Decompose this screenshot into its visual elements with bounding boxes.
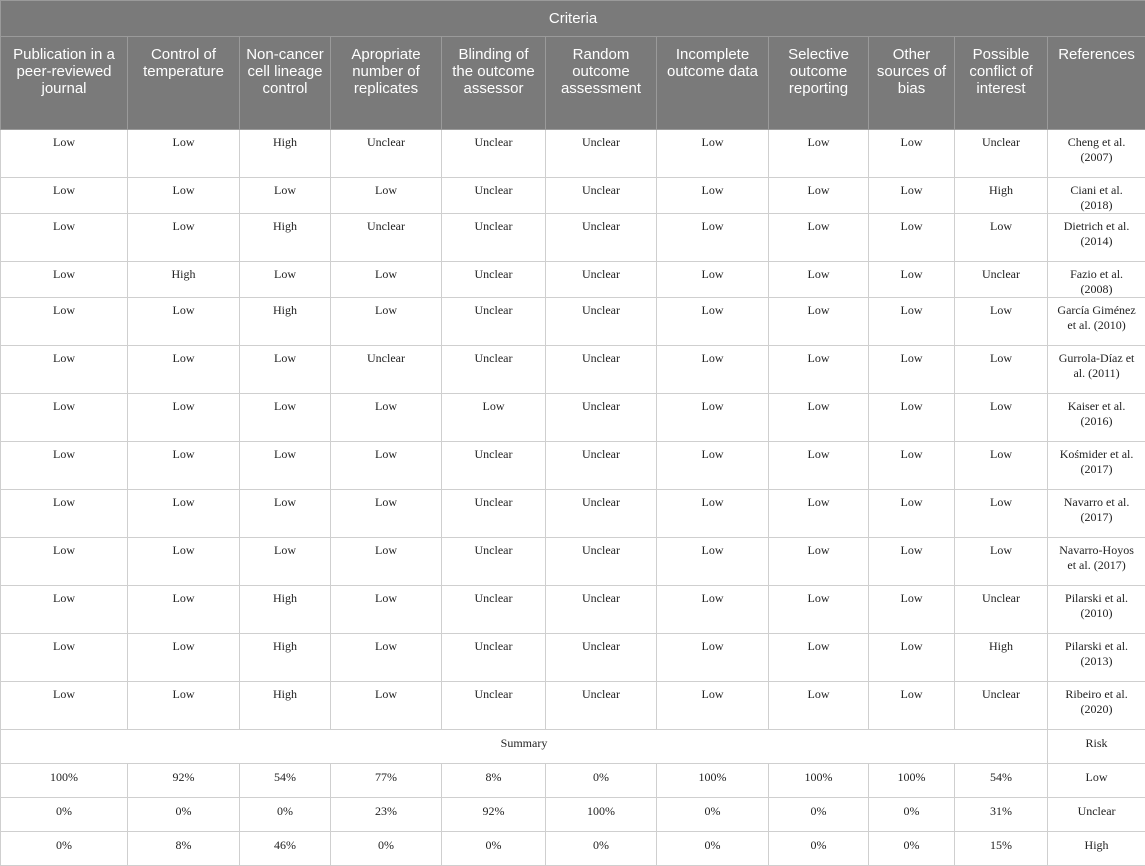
reference-cell: Navarro et al. (2017) [1048, 490, 1145, 538]
percentage-cell: 0% [769, 798, 869, 832]
percentage-cell: 31% [955, 798, 1048, 832]
percentage-cell: 15% [955, 832, 1048, 866]
reference-cell: Dietrich et al. (2014) [1048, 214, 1145, 262]
table-cell: Unclear [442, 178, 546, 214]
table-cell: Low [769, 130, 869, 178]
table-cell: Unclear [331, 130, 442, 178]
table-cell: Unclear [331, 214, 442, 262]
table-cell: Unclear [442, 214, 546, 262]
criteria-header: Criteria [1, 1, 1145, 37]
percentage-cell: 54% [240, 764, 331, 798]
table-cell: Low [1, 298, 128, 346]
table-cell: High [240, 586, 331, 634]
table-cell: Unclear [546, 130, 657, 178]
table-cell: Low [769, 214, 869, 262]
table-cell: High [240, 130, 331, 178]
table-cell: Low [240, 490, 331, 538]
table-cell: Low [331, 586, 442, 634]
table-cell: Unclear [546, 682, 657, 730]
reference-cell: Pilarski et al. (2010) [1048, 586, 1145, 634]
table-cell: Low [657, 490, 769, 538]
table-cell: Low [657, 394, 769, 442]
table-row [1, 538, 1145, 586]
percentage-cell: 100% [869, 764, 955, 798]
table-cell: Low [240, 178, 331, 214]
percentage-cell: 8% [442, 764, 546, 798]
column-header: Random outcome assessment [546, 37, 657, 130]
percentage-cell: 46% [240, 832, 331, 866]
table-cell: Low [869, 178, 955, 214]
table-cell: Low [657, 298, 769, 346]
table-cell: Low [869, 214, 955, 262]
reference-cell: Ribeiro et al. (2020) [1048, 682, 1145, 730]
column-header: Selective outcome reporting [769, 37, 869, 130]
table-cell: Low [128, 682, 240, 730]
table-cell: Low [128, 586, 240, 634]
percentage-cell: 100% [1, 764, 128, 798]
table-cell: Low [240, 394, 331, 442]
table-cell: Low [955, 490, 1048, 538]
summary-header-row [1, 730, 1145, 764]
percentage-cell: 0% [657, 798, 769, 832]
table-cell: Low [442, 394, 546, 442]
table-cell: Low [769, 634, 869, 682]
table-cell: Low [128, 346, 240, 394]
table-row [1, 262, 1145, 298]
table-cell: Low [331, 682, 442, 730]
table-cell: Low [955, 394, 1048, 442]
table-cell: Low [869, 682, 955, 730]
table-cell: Low [657, 586, 769, 634]
table-cell: Low [331, 178, 442, 214]
table-cell: Low [1, 346, 128, 394]
table-cell: Low [955, 214, 1048, 262]
table-cell: Low [1, 130, 128, 178]
table-cell: Low [240, 346, 331, 394]
table-cell: Low [1, 490, 128, 538]
table-cell: Low [1, 262, 128, 298]
table-cell: Low [869, 262, 955, 298]
risk-label: Risk [1048, 730, 1145, 764]
table-cell: Low [769, 178, 869, 214]
table-cell: Unclear [546, 262, 657, 298]
percentage-cell: 0% [769, 832, 869, 866]
table-cell: Low [869, 130, 955, 178]
table-cell: Low [869, 490, 955, 538]
table-cell: Unclear [442, 586, 546, 634]
table-cell: Low [128, 634, 240, 682]
table-cell: Unclear [546, 298, 657, 346]
table-cell: Low [240, 538, 331, 586]
risk-level-cell: Unclear [1048, 798, 1145, 832]
percentage-cell: 0% [128, 798, 240, 832]
percentage-cell: 100% [546, 798, 657, 832]
table-cell: Low [657, 130, 769, 178]
column-header-row [1, 37, 1145, 130]
percentage-cell: 100% [769, 764, 869, 798]
table-cell: Low [869, 298, 955, 346]
table-cell: Low [769, 262, 869, 298]
table-cell: High [240, 682, 331, 730]
table-cell: Low [657, 538, 769, 586]
reference-cell: Cheng et al. (2007) [1048, 130, 1145, 178]
percentage-cell: 92% [128, 764, 240, 798]
table-cell: Low [1, 214, 128, 262]
table-cell: High [955, 178, 1048, 214]
table-cell: Low [128, 538, 240, 586]
column-header: Non-cancer cell lineage control [240, 37, 331, 130]
table-cell: High [240, 214, 331, 262]
table-cell: Low [657, 178, 769, 214]
table-cell: Unclear [546, 490, 657, 538]
table-cell: Low [769, 442, 869, 490]
table-cell: Low [869, 394, 955, 442]
table-cell: Unclear [442, 130, 546, 178]
table-cell: Low [128, 442, 240, 490]
table-cell: Low [769, 346, 869, 394]
table-cell: Low [657, 682, 769, 730]
percentage-cell: 92% [442, 798, 546, 832]
table-cell: Unclear [442, 538, 546, 586]
table-cell: Low [869, 538, 955, 586]
risk-level-cell: Low [1048, 764, 1145, 798]
reference-cell: Fazio et al. (2008) [1048, 262, 1145, 298]
percentage-cell: 8% [128, 832, 240, 866]
table-row [1, 490, 1145, 538]
table-cell: Low [657, 634, 769, 682]
table-cell: Unclear [955, 130, 1048, 178]
percentage-cell: 100% [657, 764, 769, 798]
table-cell: Low [331, 262, 442, 298]
column-header: Apropriate number of replicates [331, 37, 442, 130]
table-cell: High [240, 634, 331, 682]
table-cell: Unclear [442, 634, 546, 682]
summary-label: Summary [1, 730, 1048, 764]
table-cell: Unclear [546, 586, 657, 634]
table-cell: Low [1, 394, 128, 442]
column-header: Blinding of the outcome assessor [442, 37, 546, 130]
column-header: Other sources of bias [869, 37, 955, 130]
table-cell: Unclear [442, 490, 546, 538]
table-cell: Low [955, 442, 1048, 490]
reference-cell: Kaiser et al. (2016) [1048, 394, 1145, 442]
table-row [1, 682, 1145, 730]
table-cell: Unclear [546, 178, 657, 214]
table-cell: Unclear [442, 442, 546, 490]
table-cell: Low [1, 442, 128, 490]
table-cell: Low [331, 298, 442, 346]
table-cell: High [240, 298, 331, 346]
table-cell: Unclear [955, 586, 1048, 634]
reference-cell: Pilarski et al. (2013) [1048, 634, 1145, 682]
table-cell: Low [331, 490, 442, 538]
column-header: Possible conflict of interest [955, 37, 1048, 130]
percentage-cell: 0% [869, 798, 955, 832]
table-cell: Low [128, 490, 240, 538]
table-cell: Low [657, 442, 769, 490]
table-cell: Low [769, 682, 869, 730]
percentage-cell: 0% [442, 832, 546, 866]
table-cell: Low [1, 538, 128, 586]
table-row [1, 298, 1145, 346]
table-cell: Unclear [546, 214, 657, 262]
table-cell: Low [240, 442, 331, 490]
reference-cell: Gurrola-Díaz et al. (2011) [1048, 346, 1145, 394]
table-row [1, 346, 1145, 394]
table-cell: High [128, 262, 240, 298]
table-cell: Low [869, 586, 955, 634]
table-row [1, 394, 1145, 442]
table-cell: Low [1, 178, 128, 214]
table-cell: Unclear [442, 262, 546, 298]
summary-row [1, 798, 1145, 832]
table-cell: Low [657, 262, 769, 298]
reference-cell: Navarro-Hoyos et al. (2017) [1048, 538, 1145, 586]
table-row [1, 442, 1145, 490]
table-cell: Unclear [546, 442, 657, 490]
table-cell: Low [769, 538, 869, 586]
table-cell: Unclear [546, 394, 657, 442]
table-cell: Low [869, 442, 955, 490]
table-body [1, 130, 1145, 866]
table-cell: Low [240, 262, 331, 298]
table-cell: Low [128, 214, 240, 262]
table-row [1, 634, 1145, 682]
column-header: Incomplete outcome data [657, 37, 769, 130]
table-cell: Low [331, 394, 442, 442]
risk-level-cell: High [1048, 832, 1145, 866]
table-cell: Unclear [955, 262, 1048, 298]
reference-cell: Kośmider et al. (2017) [1048, 442, 1145, 490]
table-cell: Low [128, 130, 240, 178]
table-cell: Low [128, 298, 240, 346]
table-cell: Low [331, 538, 442, 586]
table-cell: Unclear [442, 298, 546, 346]
percentage-cell: 0% [1, 832, 128, 866]
table-row [1, 214, 1145, 262]
table-cell: Low [769, 394, 869, 442]
table-row [1, 586, 1145, 634]
percentage-cell: 0% [869, 832, 955, 866]
percentage-cell: 0% [1, 798, 128, 832]
table-cell: Low [1, 634, 128, 682]
table-cell: Unclear [546, 538, 657, 586]
table-cell: Low [657, 346, 769, 394]
percentage-cell: 0% [240, 798, 331, 832]
column-header: References [1048, 37, 1145, 130]
table-row [1, 130, 1145, 178]
table-cell: Low [869, 346, 955, 394]
percentage-cell: 0% [546, 764, 657, 798]
summary-row [1, 832, 1145, 866]
percentage-cell: 77% [331, 764, 442, 798]
table-cell: Unclear [546, 634, 657, 682]
percentage-cell: 54% [955, 764, 1048, 798]
table-cell: Low [769, 490, 869, 538]
table-cell: Low [1, 586, 128, 634]
table-cell: Low [955, 538, 1048, 586]
reference-cell: Ciani et al. (2018) [1048, 178, 1145, 214]
percentage-cell: 0% [546, 832, 657, 866]
table-cell: Low [128, 394, 240, 442]
table-cell: Unclear [546, 346, 657, 394]
table-cell: Low [955, 346, 1048, 394]
table-cell: Low [769, 298, 869, 346]
column-header: Control of temperature [128, 37, 240, 130]
summary-row [1, 764, 1145, 798]
table-cell: Low [657, 214, 769, 262]
table-cell: Low [869, 634, 955, 682]
table-cell: Low [1, 682, 128, 730]
table-cell: Low [331, 634, 442, 682]
table-cell: Unclear [442, 682, 546, 730]
table-cell: Low [769, 586, 869, 634]
table-cell: Unclear [442, 346, 546, 394]
reference-cell: García Giménez et al. (2010) [1048, 298, 1145, 346]
table-cell: High [955, 634, 1048, 682]
percentage-cell: 0% [331, 832, 442, 866]
table-cell: Low [331, 442, 442, 490]
table-row [1, 178, 1145, 214]
table-cell: Low [128, 178, 240, 214]
table-cell: Unclear [955, 682, 1048, 730]
percentage-cell: 0% [657, 832, 769, 866]
percentage-cell: 23% [331, 798, 442, 832]
table-cell: Unclear [331, 346, 442, 394]
table-cell: Low [955, 298, 1048, 346]
column-header: Publication in a peer-reviewed journal [1, 37, 128, 130]
